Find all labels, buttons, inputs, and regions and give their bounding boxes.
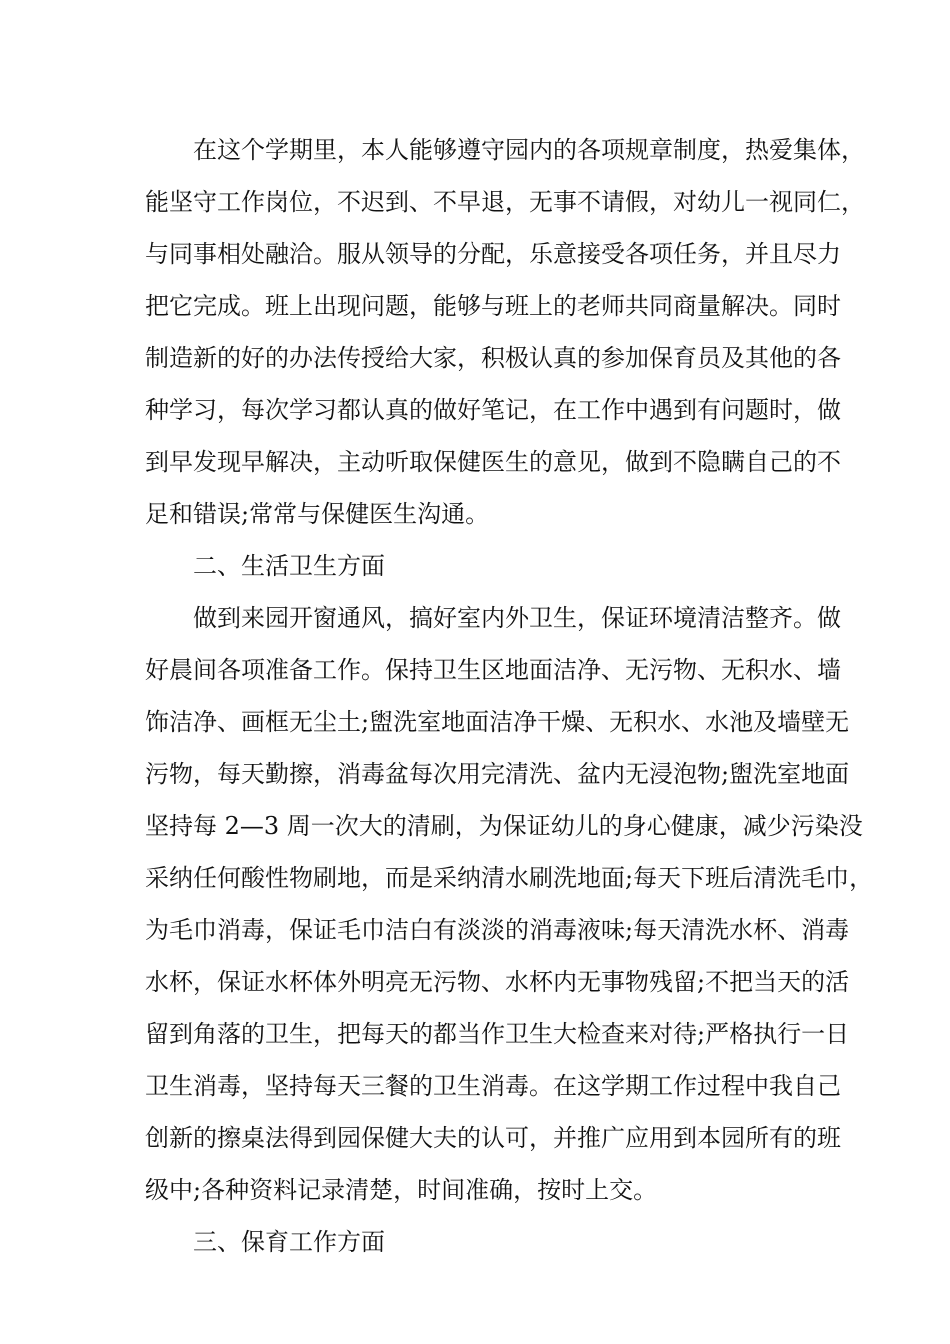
paragraph-2-line-8: 水杯，保证水杯体外明亮无污物、水杯内无事物残留;不把当天的活 (145, 968, 850, 996)
paragraph-2-line-2: 好晨间各项准备工作。保持卫生区地面洁净、无污物、无积水、墙 (145, 656, 841, 684)
paragraph-2-line-11: 创新的擦桌法得到园保健大夫的认可，并推广应用到本园所有的班 (145, 1124, 841, 1152)
paragraph-1-line-1: 在这个学期里，本人能够遵守园内的各项规章制度，热爱集体， (193, 136, 865, 164)
paragraph-1-line-8: 足和错误;常常与保健医生沟通。 (145, 500, 490, 528)
section-heading-3: 三、保育工作方面 (193, 1228, 385, 1256)
paragraph-1-line-5: 制造新的好的办法传授给大家，积极认真的参加保育员及其他的各 (145, 344, 841, 372)
paragraph-1-line-6: 种学习，每次学习都认真的做好笔记，在工作中遇到有问题时，做 (145, 396, 841, 424)
paragraph-2-line-12: 级中;各种资料记录清楚，时间准确，按时上交。 (145, 1176, 658, 1204)
paragraph-1-line-2: 能坚守工作岗位，不迟到、不早退，无事不请假，对幼儿一视同仁， (145, 188, 865, 216)
paragraph-2-line-3: 饰洁净、画框无尘土;盥洗室地面洁净干燥、无积水、水池及墙壁无 (145, 708, 850, 736)
paragraph-1-line-4: 把它完成。班上出现问题，能够与班上的老师共同商量解决。同时 (145, 292, 841, 320)
paragraph-2-line-6: 采纳任何酸性物刷地，而是采纳清水刷洗地面;每天下班后清洗毛巾， (145, 864, 874, 892)
paragraph-1-line-3: 与同事相处融洽。服从领导的分配，乐意接受各项任务，并且尽力 (145, 240, 841, 268)
paragraph-2-line-7: 为毛巾消毒，保证毛巾洁白有淡淡的消毒液味;每天清洗水杯、消毒 (145, 916, 850, 944)
section-heading-2: 二、生活卫生方面 (193, 552, 385, 580)
paragraph-2-line-9: 留到角落的卫生，把每天的都当作卫生大检查来对待;严格执行一日 (145, 1020, 850, 1048)
paragraph-2-line-4: 污物，每天勤擦，消毒盆每次用完清洗、盆内无浸泡物;盥洗室地面 (145, 760, 850, 788)
paragraph-2-line-5: 坚持每 2—3 周一次大的清刷，为保证幼儿的身心健康，减少污染没 (145, 812, 863, 840)
paragraph-1-line-7: 到早发现早解决，主动听取保健医生的意见，做到不隐瞒自己的不 (145, 448, 841, 476)
paragraph-2-line-1: 做到来园开窗通风，搞好室内外卫生，保证环境清洁整齐。做 (193, 604, 841, 632)
paragraph-2-line-10: 卫生消毒，坚持每天三餐的卫生消毒。在这学期工作过程中我自己 (145, 1072, 841, 1100)
